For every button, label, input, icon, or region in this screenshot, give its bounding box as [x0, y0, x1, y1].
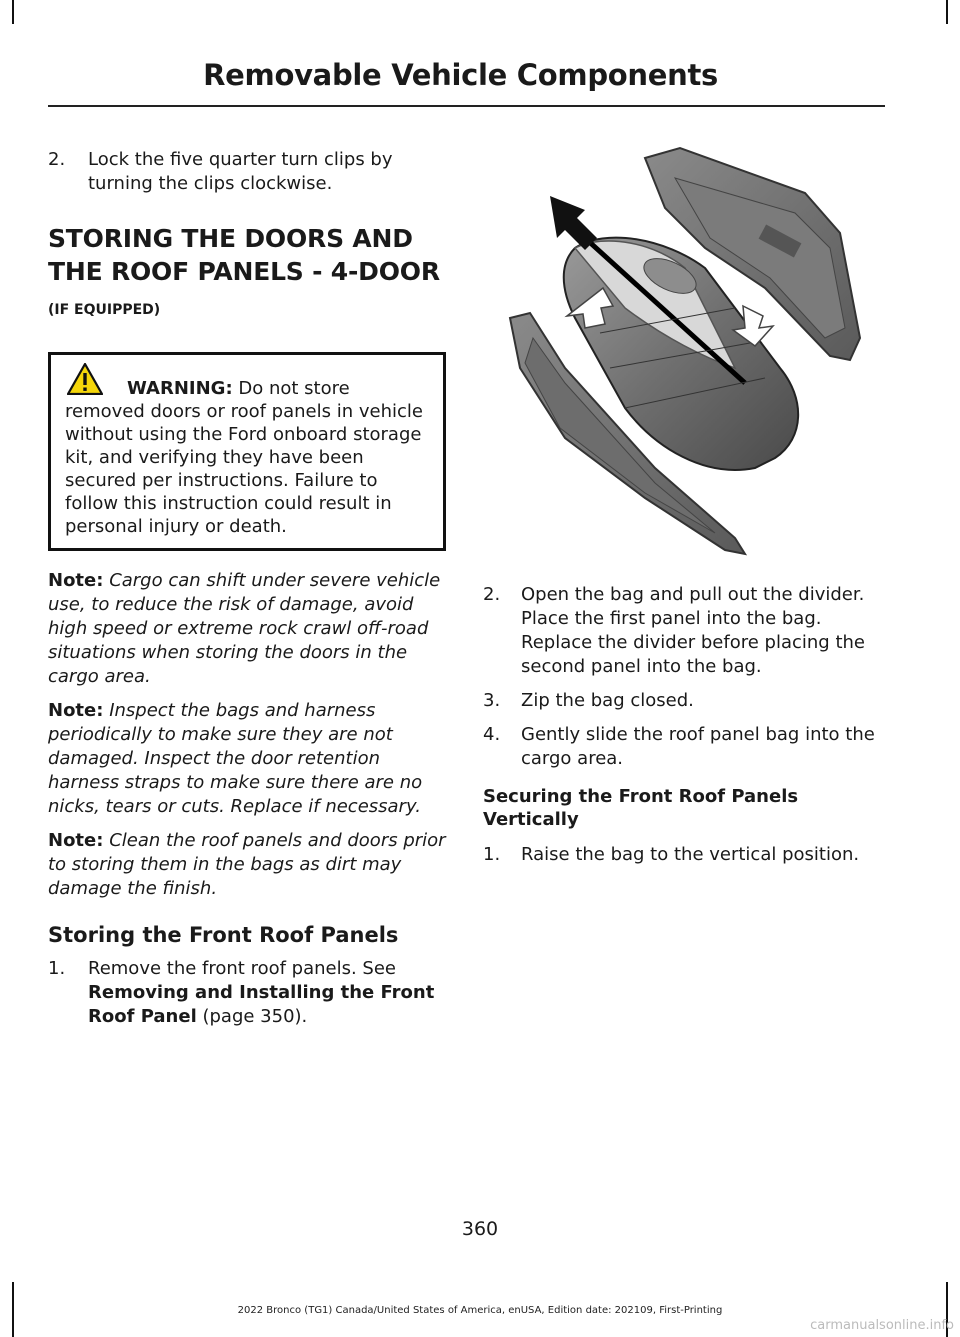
crop-mark-top-left — [12, 0, 14, 24]
section-qualifier: (IF EQUIPPED) — [48, 302, 161, 318]
note-clean-panels — [48, 829, 446, 901]
step-text: Raise the bag to the vertical position. — [521, 844, 860, 865]
step-remove-panels — [48, 957, 446, 1029]
step-text: Gently slide the roof panel bag into the cargo area. — [521, 724, 875, 769]
step-number: 3. — [483, 690, 501, 711]
step-zip-bag — [483, 689, 881, 713]
section-title — [48, 222, 446, 288]
note-label: Note: — [48, 570, 104, 591]
step-raise-bag — [483, 843, 881, 867]
note-label: Note: — [48, 700, 104, 721]
step-number: 4. — [483, 724, 501, 745]
header-divider — [48, 105, 885, 107]
section-title-line-2: THE ROOF PANELS - 4-DOOR — [48, 257, 440, 286]
warning-label: WARNING: — [127, 378, 233, 399]
step-slide-bag — [483, 723, 881, 771]
step-lock-clips — [48, 148, 446, 196]
note-inspect-bags — [48, 699, 446, 819]
footer-edition-info: 2022 Bronco (TG1) Canada/United States of America, enUSA, Edition date: 202109, First-Printing — [237, 1305, 723, 1316]
right-column — [483, 583, 881, 877]
roof-panel-storage-bag-illustration — [505, 138, 885, 556]
note-label: Note: — [48, 830, 104, 851]
cross-reference-link[interactable]: Removing and Installing the Front Roof Panel — [88, 982, 435, 1027]
warning-text: Do not store removed doors or roof panels in vehicle without using the Ford onboard storage kit, and verifying they have been secured per instructions. Failure to follow this instruction could result in personal injury or death. — [65, 378, 423, 537]
note-text: Cargo can shift under severe vehicle use, to reduce the risk of damage, avoid high speed or extreme rock crawl off-road situations when storing the doors in the cargo area. — [48, 570, 441, 687]
note-text: Clean the roof panels and doors prior to storing them in the bags as dirt may damage the finish. — [48, 830, 446, 899]
page-title: Removable Vehicle Components — [203, 58, 718, 92]
step-text: Open the bag and pull out the divider. Place the first panel into the bag. Replace the divider before placing the second panel into the bag. — [521, 584, 865, 677]
step-number: 1. — [483, 844, 501, 865]
note-cargo-shift — [48, 569, 446, 689]
watermark: carmanualsonline.info — [810, 1318, 954, 1333]
left-column — [48, 148, 446, 1039]
step-text: Lock the five quarter turn clips by turning the clips clockwise. — [88, 149, 393, 194]
step-text: Zip the bag closed. — [521, 690, 694, 711]
step-number: 1. — [48, 958, 66, 979]
page-number: 360 — [461, 1218, 499, 1240]
step-number: 2. — [48, 149, 66, 170]
step-number: 2. — [483, 584, 501, 605]
warning-triangle-icon — [67, 363, 103, 395]
subhead-securing-vertically: Securing the Front Roof Panels Vertically — [483, 786, 799, 830]
step-open-bag — [483, 583, 881, 679]
note-text: Inspect the bags and harness periodically to make sure they are not damaged. Inspect the door retention harness straps to make sure there are no nicks, tears or cuts. Replace if necessary. — [48, 700, 423, 817]
page-reference: (page 350). — [196, 1006, 308, 1027]
crop-mark-top-right — [946, 0, 948, 24]
step-text: Remove the front roof panels. See — [88, 958, 396, 979]
section-title-line-1: STORING THE DOORS AND — [48, 224, 413, 253]
subhead-storing-front-roof: Storing the Front Roof Panels — [48, 923, 399, 947]
warning-box — [48, 352, 446, 551]
